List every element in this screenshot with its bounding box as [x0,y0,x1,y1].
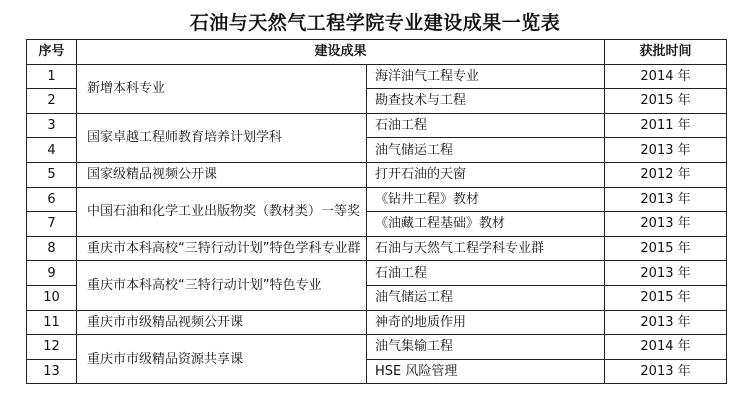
approval-year: 2013 年 [605,187,727,212]
table-row [27,310,727,335]
row-number: 1 [27,64,77,89]
achievement-category: 新增本科专业 [77,64,367,113]
approval-year: 2013 年 [605,310,727,335]
achievement-category: 国家卓越工程师教育培养计划学科 [77,113,367,162]
achievement-category: 中国石油和化学工业出版物奖（教材类）一等奖 [77,187,367,236]
table-row [27,335,727,360]
row-number: 13 [27,359,77,384]
achievement-detail: 海洋油气工程专业 [367,64,605,89]
row-number: 2 [27,89,77,114]
approval-year: 2015 年 [605,236,727,261]
table-row [27,261,727,286]
achievement-detail: 勘查技术与工程 [367,89,605,114]
achievement-detail: 石油工程 [367,261,605,286]
header-approval-time: 获批时间 [605,40,727,65]
row-number: 6 [27,187,77,212]
approval-year: 2014 年 [605,335,727,360]
row-number: 9 [27,261,77,286]
approval-year: 2015 年 [605,285,727,310]
achievement-detail: 打开石油的天窗 [367,162,605,187]
achievement-detail: HSE 风险管理 [367,359,605,384]
achievement-detail: 《钻井工程》教材 [367,187,605,212]
achievements-table [26,39,727,384]
achievement-detail: 油气储运工程 [367,138,605,163]
achievement-category: 国家级精品视频公开课 [77,162,367,187]
header-achievement: 建设成果 [77,40,605,65]
achievement-detail: 《油藏工程基础》教材 [367,212,605,237]
table-row [27,187,727,212]
row-number: 4 [27,138,77,163]
page-title: 石油与天然气工程学院专业建设成果一览表 [189,12,561,34]
approval-year: 2013 年 [605,138,727,163]
approval-year: 2014 年 [605,64,727,89]
table-row [27,64,727,89]
achievement-category: 重庆市本科高校“三特行动计划”特色学科专业群 [77,236,367,261]
achievement-detail: 油气集输工程 [367,335,605,360]
row-number: 12 [27,335,77,360]
achievement-category: 重庆市市级精品资源共享课 [77,335,367,384]
achievement-category: 重庆市市级精品视频公开课 [77,310,367,335]
approval-year: 2013 年 [605,359,727,384]
row-number: 7 [27,212,77,237]
row-number: 3 [27,113,77,138]
approval-year: 2013 年 [605,212,727,237]
row-number: 10 [27,285,77,310]
approval-year: 2012 年 [605,162,727,187]
table-row [27,113,727,138]
approval-year: 2011 年 [605,113,727,138]
approval-year: 2013 年 [605,261,727,286]
achievement-detail: 油气储运工程 [367,285,605,310]
approval-year: 2015 年 [605,89,727,114]
header-serial-no: 序号 [27,40,77,65]
table-row [27,162,727,187]
achievement-detail: 神奇的地质作用 [367,310,605,335]
table-row [27,236,727,261]
row-number: 8 [27,236,77,261]
row-number: 5 [27,162,77,187]
table-header-row [27,40,727,65]
row-number: 11 [27,310,77,335]
achievement-category: 重庆市本科高校“三特行动计划”特色专业 [77,261,367,310]
achievement-detail: 石油工程 [367,113,605,138]
achievement-detail: 石油与天然气工程学科专业群 [367,236,605,261]
